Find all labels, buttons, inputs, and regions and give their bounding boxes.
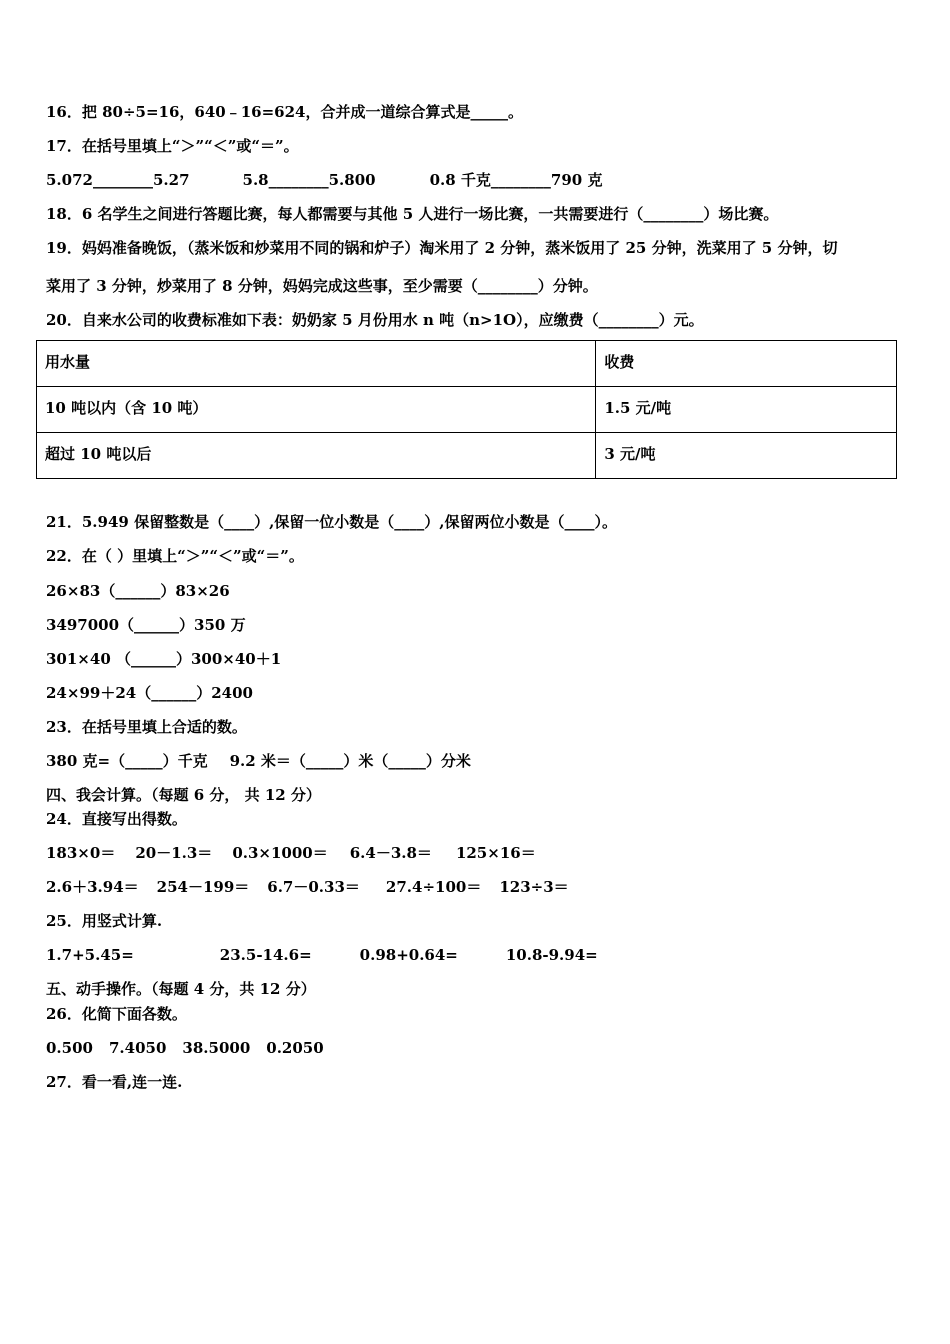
question-23: 23．在括号里填上合适的数。 xyxy=(46,718,247,736)
q17-item-3: 0.8 千克________790 克 xyxy=(429,171,603,189)
q25-item-3: 0.98+0.64= xyxy=(359,946,458,964)
q24-row-1 xyxy=(46,844,536,862)
q24-r1-item-5: 125×16＝ xyxy=(455,844,536,862)
q25-items xyxy=(46,946,598,964)
q24-r1-item-3: 0.3×1000＝ xyxy=(232,844,328,862)
q17-item-1: 5.072________5.27 xyxy=(46,171,190,189)
table-row xyxy=(37,387,897,433)
question-18: 18．6 名学生之间进行答题比赛，每人都需要与其他 5 人进行一场比赛，一共需要进行（________）场比赛。 xyxy=(46,205,779,223)
section-5-heading: 五、动手操作。（每题 4 分，共 12 分） xyxy=(46,980,316,998)
header-usage: 用水量 xyxy=(37,341,596,387)
q23-item-2: 9.2 米＝（_____）米（_____）分米 xyxy=(229,752,471,770)
question-27: 27．看一看,连一连. xyxy=(46,1073,183,1091)
question-21: 21．5.949 保留整数是（____）,保留一位小数是（____）,保留两位小数是（____）。 xyxy=(46,513,618,531)
row-2-fee: 3 元/吨 xyxy=(596,433,897,479)
question-24: 24．直接写出得数。 xyxy=(46,810,187,828)
question-17-items xyxy=(46,171,602,189)
question-26: 26．化简下面各数。 xyxy=(46,1005,187,1023)
q23-item-1: 380 克=（_____）千克 xyxy=(46,752,208,770)
table-row xyxy=(37,341,897,387)
q26-item-4: 0.2050 xyxy=(266,1039,324,1057)
q22-item-4: 24×99＋24（______）2400 xyxy=(46,684,253,702)
question-19-line-2: 菜用了 3 分钟，炒菜用了 8 分钟，妈妈完成这些事，至少需要（________）分钟。 xyxy=(46,277,598,295)
question-22: 22．在（ ）里填上“＞”“＜”或“＝”。 xyxy=(46,547,304,565)
q25-item-2: 23.5-14.6= xyxy=(219,946,312,964)
section-4-heading: 四、我会计算。（每题 6 分， 共 12 分） xyxy=(46,786,321,804)
row-1-usage: 10 吨以内（含 10 吨） xyxy=(37,387,596,433)
q25-item-1: 1.7+5.45= xyxy=(46,946,134,964)
q24-row-2 xyxy=(46,878,569,896)
q24-r2-item-2: 254－199＝ xyxy=(156,878,250,896)
fee-table xyxy=(36,340,897,479)
q26-item-3: 38.5000 xyxy=(182,1039,251,1057)
question-17: 17．在括号里填上“＞”“＜”或“＝”。 xyxy=(46,137,299,155)
q24-r2-item-5: 123÷3＝ xyxy=(499,878,569,896)
question-23-items xyxy=(46,752,471,770)
question-19-line-1: 19．妈妈准备晚饭，（蒸米饭和炒菜用不同的锅和炉子）淘米用了 2 分钟，蒸米饭用了 25 分钟，洗菜用了 5 分钟，切 xyxy=(46,239,838,257)
row-1-fee: 1.5 元/吨 xyxy=(596,387,897,433)
header-fee: 收费 xyxy=(596,341,897,387)
q26-items xyxy=(46,1039,324,1057)
q17-item-2: 5.8________5.800 xyxy=(242,171,376,189)
q22-item-2: 3497000（______）350 万 xyxy=(46,616,246,634)
question-16: 16．把 80÷5=16，640﹣16=624，合并成一道综合算式是_____。 xyxy=(46,103,523,121)
row-2-usage: 超过 10 吨以后 xyxy=(37,433,596,479)
q26-item-2: 7.4050 xyxy=(108,1039,167,1057)
q24-r1-item-4: 6.4－3.8＝ xyxy=(349,844,432,862)
q22-item-1: 26×83（______）83×26 xyxy=(46,582,230,600)
q24-r2-item-4: 27.4÷100＝ xyxy=(385,878,482,896)
table-row xyxy=(37,433,897,479)
q24-r2-item-3: 6.7－0.33＝ xyxy=(267,878,360,896)
q25-item-4: 10.8-9.94= xyxy=(505,946,598,964)
q22-item-3: 301×40 （______）300×40＋1 xyxy=(46,650,282,668)
q24-r1-item-2: 20－1.3＝ xyxy=(135,844,213,862)
question-20: 20．自来水公司的收费标准如下表：奶奶家 5 月份用水 n 吨（n>1O），应缴费（________）元。 xyxy=(46,311,704,329)
q24-r2-item-1: 2.6＋3.94＝ xyxy=(46,878,139,896)
q24-r1-item-1: 183×0＝ xyxy=(46,844,116,862)
question-25: 25．用竖式计算. xyxy=(46,912,163,930)
q26-item-1: 0.500 xyxy=(46,1039,93,1057)
